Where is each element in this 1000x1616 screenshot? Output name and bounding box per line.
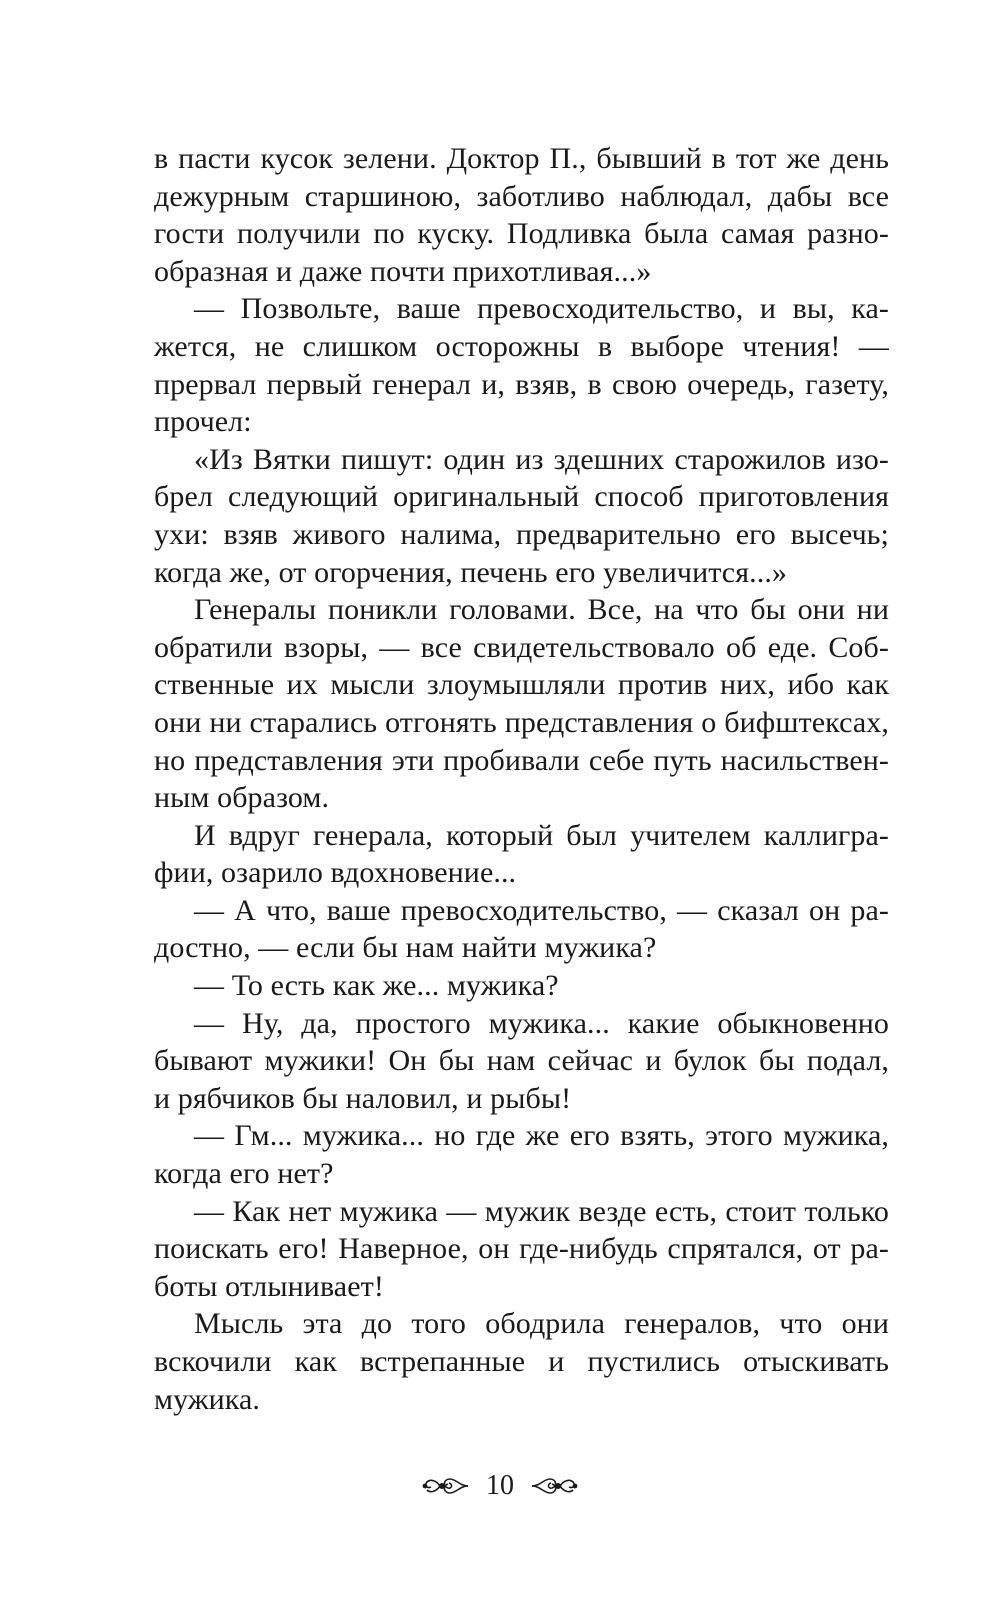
- text-line: ственные их мысли злоумышляли против них, ибо как: [154, 668, 889, 702]
- text-line: прервал первый генерал и, взяв, в свою очередь, газету,: [154, 367, 889, 401]
- text-line: — То есть как же... мужика?: [194, 969, 559, 1003]
- text-line: Мысль эта до того ободрила генералов, что они: [194, 1307, 889, 1341]
- text-line: гости получили по куску. Подливка была самая разно-: [154, 217, 889, 251]
- flourish-left-icon: [422, 1473, 470, 1499]
- text-line: вскочили как встрепанные и пустились отыскивать: [154, 1345, 889, 1378]
- text-line: но представления эти пробивали себе путь насильствен-: [154, 743, 889, 777]
- text-line: брел следующий оригинальный способ приготовления: [154, 480, 889, 514]
- text-line: — Позвольте, ваше превосходительство, и вы, ка-: [194, 292, 889, 326]
- text-line: обратили взоры, — все свидетельствовало об еде. Соб-: [154, 630, 889, 664]
- text-line: ным образом.: [154, 781, 330, 815]
- page-number: 10: [486, 1470, 514, 1501]
- text-line: бывают мужики! Он бы нам сейчас и булок бы подал,: [154, 1044, 889, 1078]
- text-line: «Из Вятки пишут: один из здешних старожилов изо-: [194, 442, 889, 476]
- text-line: — Ну, да, простого мужика... какие обыкновенно: [194, 1006, 889, 1040]
- text-line: достно, — если бы нам найти мужика?: [154, 931, 657, 965]
- text-line: и рябчиков бы наловил, и рыбы!: [154, 1081, 572, 1115]
- text-line: И вдруг генерала, который был учителем каллигра-: [194, 818, 889, 852]
- text-line: боты отлынивает!: [154, 1269, 384, 1303]
- text-line: — А что, ваше превосходительство, — сказал он ра-: [194, 893, 889, 927]
- text-line: в пасти кусок зелени. Доктор П., бывший в тот же день: [154, 142, 889, 175]
- text-line: ухи: взяв живого налима, предварительно его высечь;: [154, 517, 889, 551]
- text-line: поискать его! Наверное, он где-нибудь спрятался, от ра-: [154, 1232, 889, 1266]
- text-line: мужика.: [154, 1382, 261, 1416]
- text-line: прочел:: [154, 405, 252, 439]
- page-footer: [0, 1470, 1000, 1502]
- text-line: Генералы поникли головами. Все, на что бы они ни: [194, 593, 889, 627]
- text-line: жется, не слишком осторожны в выборе чтения! —: [154, 329, 889, 363]
- text-line: когда же, от огорчения, печень его увеличится...»: [154, 555, 788, 589]
- text-line: когда его нет?: [154, 1157, 334, 1191]
- page-body: [154, 140, 889, 1418]
- text-line: фии, озарило вдохновение...: [154, 856, 517, 890]
- text-line: — Гм... мужика... но где же его взять, этого мужика,: [194, 1119, 889, 1153]
- text-line: дежурным старшиною, заботливо наблюдал, дабы все: [154, 179, 889, 213]
- text-line: они ни старались отгонять представления о бифштексах,: [154, 705, 889, 739]
- text-line: — Как нет мужика — мужик везде есть, стоит только: [194, 1194, 889, 1228]
- flourish-right-icon: [530, 1473, 578, 1499]
- text-line: образная и даже почти прихотливая...»: [154, 254, 652, 288]
